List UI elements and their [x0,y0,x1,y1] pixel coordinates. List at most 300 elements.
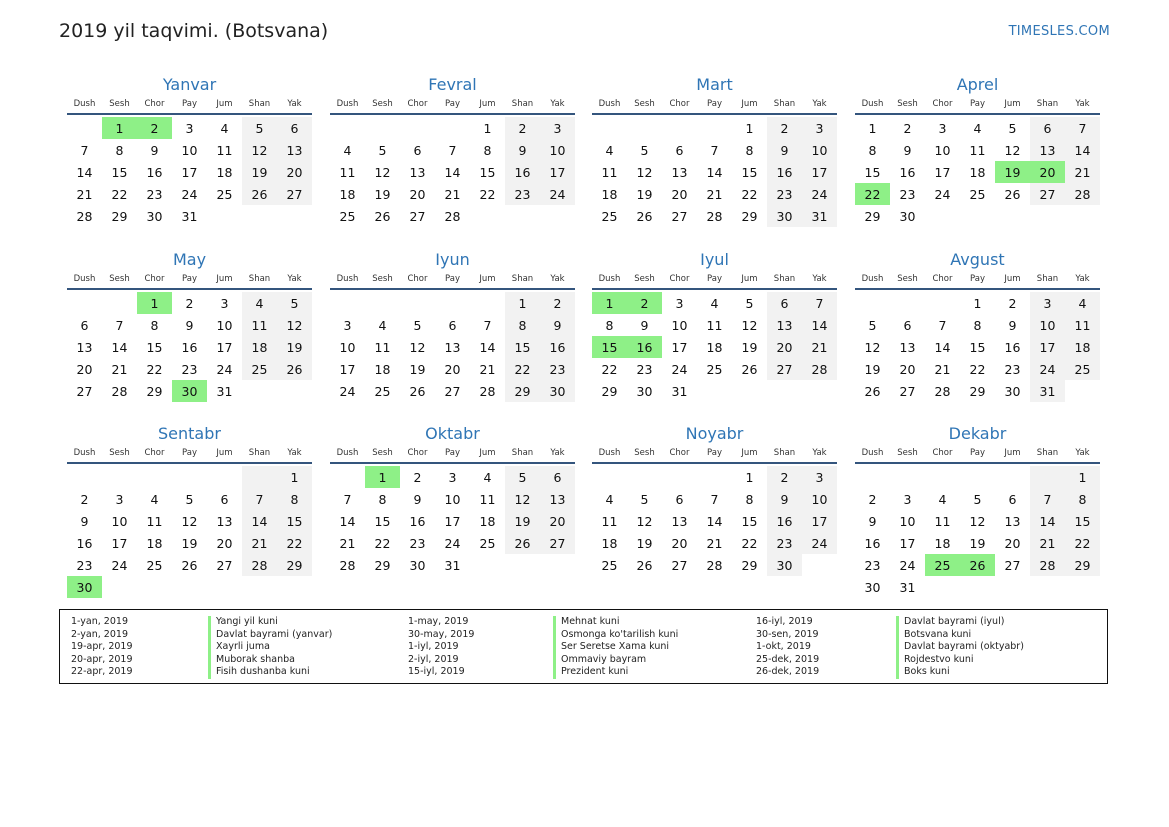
month-avgust [855,248,1100,402]
day-cell: 4 [343,142,352,158]
empty-day-cell [242,466,277,488]
day-cell: 29 [969,383,986,399]
day-cell: 5 [185,491,194,507]
day-cell: 24 [339,383,356,399]
day-cell: 8 [605,317,614,333]
weekday-label: Sesh [897,448,918,458]
day-cell: 29 [1065,554,1100,576]
day-cell: 8 [745,142,754,158]
day-cell: 8 [868,142,877,158]
day-cell: 7 [115,317,124,333]
empty-day-cell [995,205,1030,227]
empty-day-cell [242,205,277,227]
legend-holiday-name: Fisih dushanba kuni [208,666,332,679]
day-cell: 15 [146,339,163,355]
day-cell: 7 [710,491,719,507]
empty-day-cell [435,117,470,139]
day-cell: 4 [150,491,159,507]
weekday-label: Pay [970,448,985,458]
day-cell: 11 [934,513,951,529]
weekday-header [330,272,575,290]
weekday-label: Yak [812,274,827,284]
empty-day-cell [925,576,960,598]
empty-day-cell [400,292,435,314]
day-cell: 4 [605,142,614,158]
day-cell: 19 [181,535,198,551]
legend-holiday-name: Davlat bayrami (oktyabr) [896,641,1024,654]
day-cell: 23 [767,532,802,554]
day-grid [855,117,1100,227]
day-cell: 3 [540,117,575,139]
empty-day-cell [925,292,960,314]
day-cell: 3 [675,295,684,311]
holiday-day-cell: 26 [960,554,995,576]
weekday-label: Pay [445,448,460,458]
weekday-label: Sesh [897,99,918,109]
month-name: Iyun [435,250,470,269]
empty-day-cell [1030,576,1065,598]
day-cell: 12 [969,513,986,529]
legend-date: 26-dek, 2019 [756,666,820,677]
day-cell: 16 [76,535,93,551]
day-cell: 29 [146,383,163,399]
day-cell: 21 [76,186,93,202]
day-cell: 21 [1065,161,1100,183]
holiday-day-cell: 1 [365,466,400,488]
day-cell: 28 [111,383,128,399]
day-cell: 19 [636,186,653,202]
day-grid [855,466,1100,598]
empty-day-cell [67,466,102,488]
weekday-label: Sesh [634,448,655,458]
day-cell: 15 [374,513,391,529]
empty-day-cell [1065,380,1100,402]
legend-date: 1-yan, 2019 [71,616,128,627]
day-cell: 10 [802,139,837,161]
day-cell: 27 [1004,557,1021,573]
weekday-label: Shan [1036,99,1059,109]
empty-day-cell [697,466,732,488]
day-cell: 7 [80,142,89,158]
day-cell: 6 [277,117,312,139]
day-cell: 30 [767,205,802,227]
day-cell: 15 [479,164,496,180]
site-link[interactable]: TIMESLES.COM [1008,24,1110,39]
day-cell: 26 [409,383,426,399]
weekday-label: Sesh [372,274,393,284]
day-cell: 11 [216,142,233,158]
day-cell: 3 [802,117,837,139]
day-cell: 14 [76,164,93,180]
month-name: Noyabr [685,424,744,443]
day-cell: 4 [938,491,947,507]
day-cell: 5 [413,317,422,333]
empty-day-cell [470,205,505,227]
empty-day-cell [855,292,890,314]
weekday-label: Sesh [897,274,918,284]
day-cell: 4 [483,469,492,485]
weekday-label: Dush [73,274,96,284]
day-cell: 14 [111,339,128,355]
day-cell: 25 [146,557,163,573]
day-cell: 22 [111,186,128,202]
month-name: Mart [696,75,733,94]
day-cell: 9 [185,317,194,333]
day-cell: 20 [76,361,93,377]
day-cell: 13 [409,164,426,180]
empty-day-cell [207,576,242,598]
day-cell: 17 [1030,336,1065,358]
weekday-label: Sesh [109,99,130,109]
empty-day-cell [207,205,242,227]
legend-date: 22-apr, 2019 [71,666,133,677]
day-cell: 18 [374,361,391,377]
day-cell: 21 [111,361,128,377]
day-cell: 15 [505,336,540,358]
day-cell: 21 [339,535,356,551]
day-cell: 30 [899,208,916,224]
day-cell: 19 [864,361,881,377]
empty-day-cell [102,466,137,488]
day-cell: 12 [181,513,198,529]
weekday-label: Sesh [634,274,655,284]
day-cell: 14 [802,314,837,336]
day-cell: 16 [767,510,802,532]
day-cell: 20 [767,336,802,358]
day-cell: 24 [934,186,951,202]
weekday-label: Jum [479,448,496,458]
day-cell: 8 [378,491,387,507]
month-name: Oktabr [425,424,480,443]
holiday-day-cell: 1 [137,292,172,314]
day-cell: 12 [277,314,312,336]
month-name: Avgust [950,250,1005,269]
weekday-header [855,272,1100,290]
day-cell: 7 [938,317,947,333]
day-cell: 26 [1004,186,1021,202]
weekday-label: Yak [550,99,565,109]
weekday-label: Chor [407,448,428,458]
empty-day-cell [1065,576,1100,598]
weekday-label: Jum [216,448,233,458]
day-cell: 24 [802,183,837,205]
empty-day-cell [67,292,102,314]
day-cell: 13 [277,139,312,161]
legend-dates-column [408,616,474,679]
weekday-label: Chor [144,274,165,284]
day-grid [330,466,575,576]
day-cell: 10 [540,139,575,161]
day-cell: 27 [409,208,426,224]
empty-day-cell [697,117,732,139]
day-cell: 17 [802,161,837,183]
empty-day-cell [995,466,1030,488]
day-cell: 10 [899,513,916,529]
legend-names-column [208,616,332,679]
weekday-label: Jum [216,274,233,284]
day-cell: 14 [339,513,356,529]
day-cell: 23 [181,361,198,377]
empty-day-cell [960,576,995,598]
day-cell: 20 [409,186,426,202]
day-cell: 9 [767,488,802,510]
day-cell: 27 [540,532,575,554]
empty-day-cell [925,466,960,488]
day-cell: 1 [483,120,492,136]
month-name: Sentabr [158,424,221,443]
day-cell: 5 [745,295,754,311]
day-cell: 24 [671,361,688,377]
weekday-label: Pay [970,274,985,284]
legend-holiday-name: Ommaviy bayram [553,654,678,667]
legend-date: 16-iyl, 2019 [756,616,813,627]
day-cell: 6 [220,491,229,507]
day-cell: 16 [1004,339,1021,355]
day-cell: 1 [277,466,312,488]
day-cell: 22 [146,361,163,377]
legend-date: 1-okt, 2019 [756,641,811,652]
empty-day-cell [277,205,312,227]
weekday-label: Yak [812,99,827,109]
day-cell: 12 [242,139,277,161]
day-cell: 15 [741,164,758,180]
day-cell: 8 [745,491,754,507]
day-cell: 19 [409,361,426,377]
day-cell: 18 [216,164,233,180]
empty-day-cell [67,117,102,139]
month-yanvar [67,73,312,227]
empty-day-cell [365,292,400,314]
weekday-label: Chor [932,448,953,458]
day-cell: 2 [80,491,89,507]
weekday-label: Jum [1004,448,1021,458]
day-cell: 9 [540,314,575,336]
day-cell: 23 [505,183,540,205]
weekday-header [592,97,837,115]
day-cell: 14 [706,164,723,180]
day-cell: 22 [479,186,496,202]
day-cell: 11 [146,513,163,529]
weekday-label: Chor [932,99,953,109]
holiday-day-cell: 30 [172,380,207,402]
day-cell: 17 [339,361,356,377]
weekday-label: Chor [932,274,953,284]
day-cell: 4 [378,317,387,333]
day-cell: 28 [76,208,93,224]
day-cell: 3 [115,491,124,507]
empty-day-cell [925,205,960,227]
weekday-label: Sesh [109,448,130,458]
day-cell: 7 [483,317,492,333]
holiday-day-cell: 25 [925,554,960,576]
weekday-label: Dush [861,99,884,109]
day-cell: 11 [706,317,723,333]
day-cell: 16 [505,161,540,183]
day-cell: 4 [220,120,229,136]
day-cell: 24 [899,557,916,573]
day-cell: 6 [413,142,422,158]
day-cell: 18 [601,186,618,202]
day-cell: 23 [636,361,653,377]
month-fevral [330,73,575,227]
legend-holiday-name: Osmonga ko'tarilish kuni [553,629,678,642]
day-grid [330,117,575,227]
day-cell: 5 [868,317,877,333]
month-name: Dekabr [948,424,1007,443]
day-grid [592,466,837,576]
weekday-header [592,446,837,464]
empty-day-cell [505,554,540,576]
day-cell: 9 [767,139,802,161]
day-cell: 20 [216,535,233,551]
day-cell: 12 [636,164,653,180]
empty-day-cell [137,576,172,598]
day-cell: 25 [374,383,391,399]
weekday-label: Dush [598,99,621,109]
weekday-label: Yak [287,274,302,284]
day-cell: 3 [448,469,457,485]
month-name: Fevral [428,75,477,94]
legend-holiday-name: Xayrli juma [208,641,332,654]
day-cell: 16 [899,164,916,180]
weekday-label: Dush [73,99,96,109]
day-cell: 16 [767,161,802,183]
empty-day-cell [802,554,837,576]
day-grid [592,117,837,227]
day-cell: 26 [864,383,881,399]
day-cell: 25 [601,557,618,573]
weekday-label: Sesh [634,99,655,109]
day-cell: 16 [540,336,575,358]
holiday-day-cell: 1 [102,117,137,139]
day-cell: 23 [767,183,802,205]
weekday-label: Yak [1075,448,1090,458]
month-name: Yanvar [162,75,217,94]
day-cell: 3 [903,491,912,507]
day-cell: 17 [899,535,916,551]
weekday-label: Pay [182,274,197,284]
day-cell: 3 [1030,292,1065,314]
day-cell: 10 [802,488,837,510]
empty-day-cell [855,466,890,488]
day-cell: 25 [1065,358,1100,380]
day-cell: 13 [767,314,802,336]
day-cell: 3 [185,120,194,136]
day-cell: 4 [973,120,982,136]
empty-day-cell [1030,466,1065,488]
holiday-day-cell: 15 [592,336,627,358]
day-cell: 8 [150,317,159,333]
weekday-label: Jum [216,99,233,109]
legend-holiday-name: Ser Seretse Xama kuni [553,641,678,654]
legend-date: 30-sen, 2019 [756,628,819,640]
weekday-label: Chor [407,99,428,109]
day-cell: 30 [540,380,575,402]
legend-date: 30-may, 2019 [408,628,475,640]
day-cell: 17 [540,161,575,183]
day-cell: 10 [671,317,688,333]
day-cell: 2 [540,292,575,314]
empty-day-cell [1065,205,1100,227]
day-cell: 18 [339,186,356,202]
month-iyul [592,248,837,402]
day-cell: 27 [671,208,688,224]
day-cell: 15 [111,164,128,180]
day-grid [67,117,312,227]
day-cell: 12 [636,513,653,529]
day-cell: 20 [899,361,916,377]
day-cell: 19 [242,161,277,183]
empty-day-cell [435,292,470,314]
weekday-label: Jum [741,448,758,458]
day-cell: 10 [444,491,461,507]
month-aprel [855,73,1100,227]
weekday-label: Pay [970,99,985,109]
empty-day-cell [995,576,1030,598]
day-cell: 12 [374,164,391,180]
empty-day-cell [802,380,837,402]
day-cell: 10 [111,513,128,529]
day-cell: 14 [242,510,277,532]
day-cell: 1 [745,120,754,136]
day-cell: 3 [343,317,352,333]
day-cell: 28 [444,208,461,224]
weekday-label: Shan [248,99,271,109]
day-cell: 21 [479,361,496,377]
day-cell: 14 [444,164,461,180]
day-cell: 14 [934,339,951,355]
weekday-label: Chor [669,274,690,284]
weekday-label: Shan [511,99,534,109]
day-cell: 28 [1065,183,1100,205]
day-cell: 30 [767,554,802,576]
weekday-label: Jum [479,99,496,109]
day-cell: 11 [969,142,986,158]
day-cell: 28 [706,557,723,573]
legend-holiday-name: Boks kuni [896,666,1024,679]
empty-day-cell [662,117,697,139]
day-cell: 1 [505,292,540,314]
day-cell: 21 [1030,532,1065,554]
day-cell: 2 [767,117,802,139]
legend-names-column [553,616,678,679]
day-cell: 7 [448,142,457,158]
day-cell: 18 [242,336,277,358]
empty-day-cell [540,554,575,576]
empty-day-cell [960,205,995,227]
weekday-label: Dush [598,274,621,284]
day-cell: 8 [1065,488,1100,510]
day-cell: 27 [899,383,916,399]
day-cell: 15 [741,513,758,529]
legend-names-column [896,616,1024,679]
weekday-label: Yak [550,448,565,458]
day-cell: 23 [146,186,163,202]
day-cell: 3 [938,120,947,136]
day-cell: 2 [767,466,802,488]
day-cell: 29 [374,557,391,573]
empty-day-cell [890,292,925,314]
day-cell: 22 [969,361,986,377]
day-cell: 9 [413,491,422,507]
day-cell: 17 [444,513,461,529]
day-grid [855,292,1100,402]
day-cell: 25 [242,358,277,380]
empty-day-cell [540,205,575,227]
day-cell: 13 [671,513,688,529]
day-cell: 30 [146,208,163,224]
legend-dates-column [71,616,133,679]
